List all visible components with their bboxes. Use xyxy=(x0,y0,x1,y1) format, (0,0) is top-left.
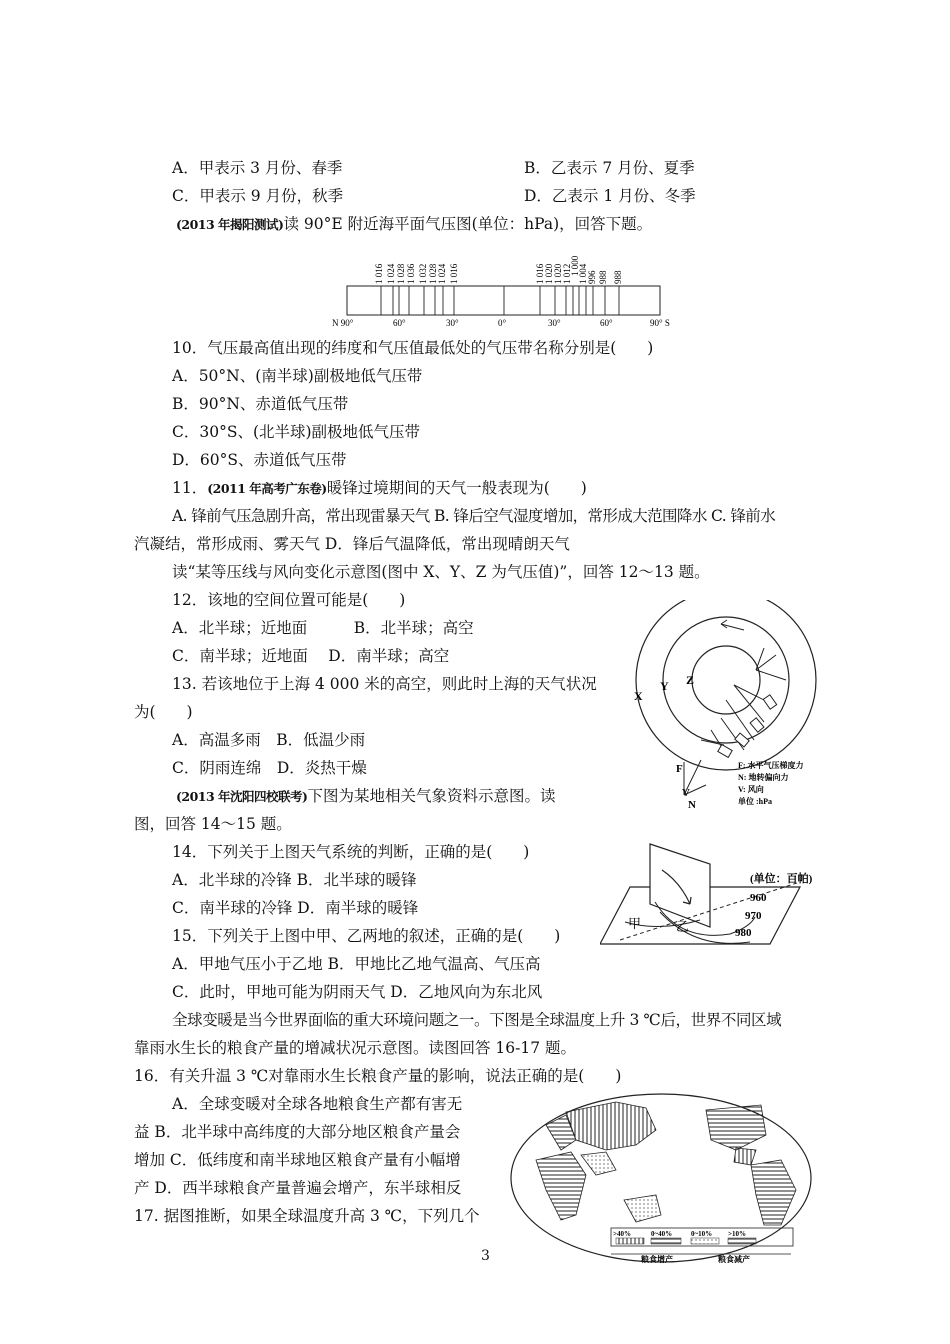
q13-options-cd: C．阴雨连绵 D．炎热干燥 xyxy=(172,759,367,777)
q9-option-c: C．甲表示 9 月份，秋季 xyxy=(172,187,344,205)
q14-options-ab: A．北半球的冷锋 B．北半球的暖锋 xyxy=(172,871,417,889)
label-y: Y xyxy=(660,679,669,693)
axis-60s: 60° xyxy=(600,318,613,328)
q9-option-a: A．甲表示 3 月份、春季 xyxy=(172,159,343,177)
axis-s90: 90° S xyxy=(650,318,670,328)
axis-n90: N 90° xyxy=(332,318,354,328)
south-label-7: 996 xyxy=(587,270,597,284)
axis-60n: 60° xyxy=(393,318,406,328)
q13-stem-2: 为( ) xyxy=(134,703,193,721)
q10-option-c: C．30°S、(北半球)副极地低气压带 xyxy=(172,423,421,441)
isobar-980: 980 xyxy=(735,927,752,939)
q16-line4: 产 D．西半球粮食产量普遍会增产，东半球相反 xyxy=(134,1179,462,1197)
isobar-lines xyxy=(381,286,619,315)
legend-f: F: 水平气压梯度力 xyxy=(738,761,804,770)
q10-stem: 10．气压最高值出现的纬度和气压值最低处的气压带名称分别是( ) xyxy=(172,339,654,357)
intro-text: 读 90°E 附近海平面气压图(单位：hPa)，回答下题。 xyxy=(283,215,653,233)
north-label-6: 1 028 xyxy=(428,263,438,284)
label-yi: 乙 xyxy=(676,919,690,934)
vector-f: F xyxy=(676,763,683,775)
intro-16-17: 全球变暖是当今世界面临的重大环境问题之一。下图是全球温度上升 3 ℃后，世界不同区域 xyxy=(172,1011,782,1029)
label-z: Z xyxy=(686,673,695,687)
q14-options-cd: C．南半球的冷锋 D．南半球的暖锋 xyxy=(172,899,419,917)
q10-option-d: D．60°S、赤道低气压带 xyxy=(172,451,347,469)
north-label-1: 1 016 xyxy=(374,263,384,284)
north-label-7: 1 024 xyxy=(437,263,447,284)
label-jia: 甲 xyxy=(628,916,642,931)
q9-option-d: D．乙表示 1 月份、冬季 xyxy=(524,187,696,205)
q11-number: 11． xyxy=(172,479,208,497)
south-label-2: 1 020 xyxy=(544,263,554,284)
source-tag: (2013 年揭阳测试) xyxy=(176,217,284,232)
legend-unit: 单位 :hPa xyxy=(738,797,772,806)
legend-gt40: >40% xyxy=(613,1230,631,1238)
isobar-970: 970 xyxy=(745,910,762,922)
isobar-960: 960 xyxy=(750,892,767,904)
world-map-figure xyxy=(506,1090,816,1270)
q16-line3: 增加 C．低纬度和南半球地区粮食产量有小幅增 xyxy=(134,1151,461,1169)
source-tag: (2011 年高考广东卷) xyxy=(207,481,327,496)
legend-v: V: 风向 xyxy=(738,785,764,794)
q16-line2: 益 B．北半球中高纬度的大部分地区粮食产量会 xyxy=(134,1123,461,1141)
q9-option-b: B．乙表示 7 月份、夏季 xyxy=(524,159,695,177)
intro-text: 下图为某地相关气象资料示意图。读 xyxy=(307,787,556,805)
north-label-3: 1 028 xyxy=(396,263,406,284)
legend-gt10: >10% xyxy=(728,1230,746,1238)
q12-stem: 12．该地的空间位置可能是( ) xyxy=(172,591,406,609)
page-number: 3 xyxy=(481,1248,490,1264)
legend-0-10: 0~10% xyxy=(691,1230,713,1238)
pressure-intro xyxy=(176,214,652,235)
axis-0: 0° xyxy=(498,318,507,328)
q11-text: 暖锋过境期间的天气一般表现为( ) xyxy=(326,479,587,497)
legend-increase: 粮食增产 xyxy=(641,1255,673,1264)
unit-label: (单位：百帕) xyxy=(750,873,813,885)
south-label-3: 1 020 xyxy=(553,263,563,284)
source-tag: (2013 年沈阳四校联考) xyxy=(176,789,308,804)
vector-v: V xyxy=(682,787,690,799)
q16-line1: A．全球变暖对全球各地粮食生产都有害无 xyxy=(172,1095,463,1113)
north-label-2: 1 024 xyxy=(386,263,396,284)
pressure-figure xyxy=(330,240,680,332)
intro-16-17-cont: 靠雨水生长的粮食产量的增减状况示意图。读图回答 16-17 题。 xyxy=(134,1039,577,1057)
south-label-8: 988 xyxy=(598,270,608,284)
q13-options-ab: A．高温多雨 B．低温少雨 xyxy=(172,731,366,749)
q11-stem xyxy=(172,478,587,499)
isobar-wind-figure xyxy=(626,600,841,810)
q10-option-a: A．50°N、(南半球)副极地低气压带 xyxy=(172,367,423,385)
pressure-band xyxy=(347,286,660,315)
front-figure xyxy=(600,842,840,952)
q16-stem: 16．有关升温 3 ℃对靠雨水生长粮食产量的影响，说法正确的是( ) xyxy=(134,1067,622,1085)
q11-options-line2: 汽凝结，常形成雨、雾天气 D．锋后气温降低，常出现晴朗天气 xyxy=(134,535,570,553)
south-label-6: 1 004 xyxy=(578,263,588,284)
vector-n: N xyxy=(688,799,696,810)
south-label-9: 988 xyxy=(613,270,623,284)
q15-options-ab: A．甲地气压小于乙地 B．甲地比乙地气温高、气压高 xyxy=(172,955,541,973)
q11-options-line1: A. 锋前气压急剧升高，常出现雷暴天气 B. 锋后空气湿度增加，常形成大范围降水 C. 锋前水 xyxy=(172,507,776,525)
intro-14-15-cont: 图，回答 14～15 题。 xyxy=(134,815,292,833)
north-label-5: 1 032 xyxy=(418,263,428,284)
q13-stem-1: 13. 若该地位于上海 4 000 米的高空，则此时上海的天气状况 xyxy=(172,675,597,693)
south-label-5: 1 000 xyxy=(570,255,580,276)
q15-options-cd: C．此时，甲地可能为阴雨天气 D．乙地风向为东北风 xyxy=(172,983,543,1001)
south-label-1: 1 016 xyxy=(535,263,545,284)
south-label-4: 1 012 xyxy=(562,263,572,284)
axis-30s: 30° xyxy=(548,318,561,328)
intro-14-15 xyxy=(176,786,556,807)
north-label-4: 1 036 xyxy=(406,263,416,284)
q12-options-ab: A．北半球；近地面 B．北半球；高空 xyxy=(172,619,474,637)
q17-stem: 17. 据图推断，如果全球温度升高 3 ℃，下列几个 xyxy=(134,1207,480,1225)
q14-stem: 14．下列关于上图天气系统的判断，正确的是( ) xyxy=(172,843,530,861)
north-label-8: 1 016 xyxy=(449,263,459,284)
axis-30n: 30° xyxy=(446,318,459,328)
q12-options-cd: C．南半球；近地面 D．南半球；高空 xyxy=(172,647,450,665)
legend-n: N: 地转偏向力 xyxy=(738,773,789,782)
legend-decrease: 粮食减产 xyxy=(718,1255,750,1264)
q10-option-b: B．90°N、赤道低气压带 xyxy=(172,395,349,413)
legend-0-40: 0~40% xyxy=(651,1230,673,1238)
q15-stem: 15．下列关于上图中甲、乙两地的叙述，正确的是( ) xyxy=(172,927,561,945)
label-x: X xyxy=(634,689,643,703)
intro-12-13: 读“某等压线与风向变化示意图(图中 X、Y、Z 为气压值)”，回答 12～13 题。 xyxy=(172,563,710,581)
